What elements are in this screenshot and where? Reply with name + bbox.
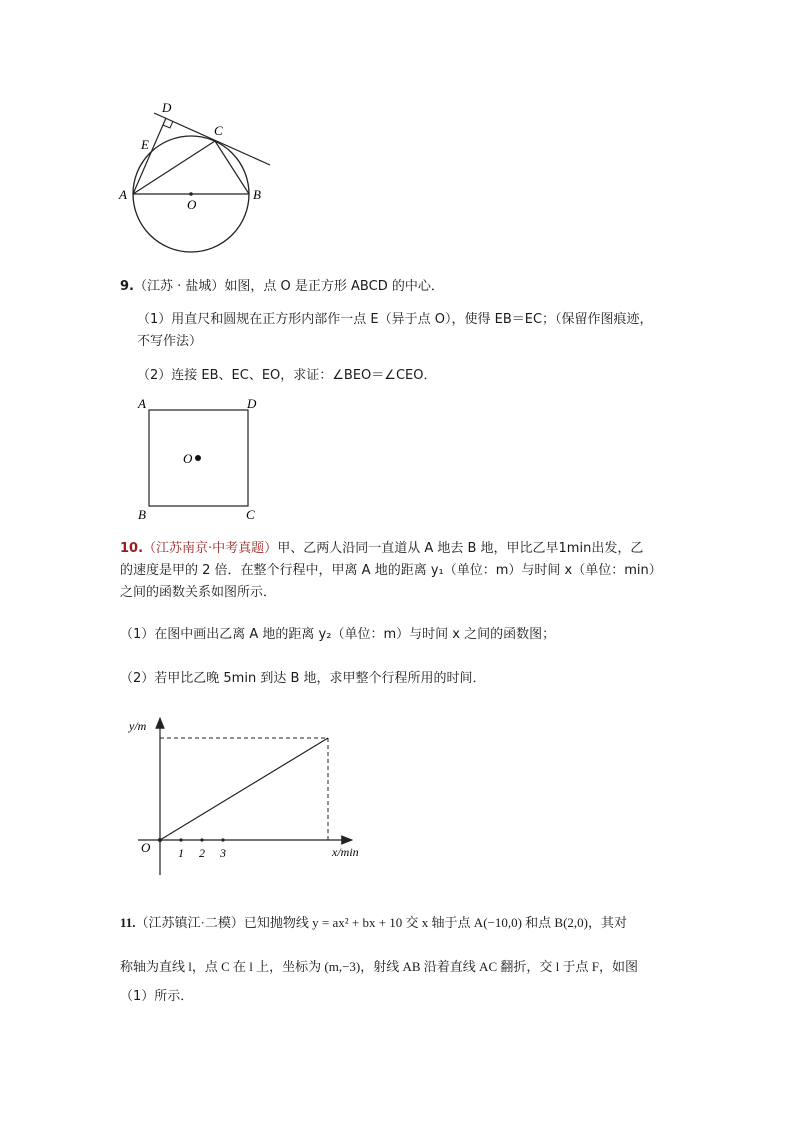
square-figure: [130, 394, 270, 528]
q9-stem-line: 9.（江苏 · 盐城）如图，点 O 是正方形 ABCD 的中心．: [120, 279, 444, 294]
center-dot: [189, 192, 193, 196]
x-tick-label: 1: [178, 846, 184, 860]
q9-part1-line1: （1）用直尺和圆规在正方形内部作一点 E（异于点 O），使得 EB＝EC；（保留作图痕迹，: [137, 312, 653, 327]
q11-line1-text: 已知抛物线 y = ax² + bx + 10 交 x 轴于点 A(−10,0) 和点 B(2,0)，其对: [243, 915, 628, 930]
label-o: O: [187, 197, 197, 212]
square-label-c: C: [246, 507, 255, 522]
q10-stem-line3: 之间的函数关系如图所示．: [120, 585, 277, 600]
origin-point: [158, 838, 162, 842]
q10-distance-time-chart: [120, 710, 380, 880]
label-b: B: [253, 187, 261, 202]
y-axis-label: y/m: [129, 719, 147, 733]
q10-part1: （1）在图中画出乙离 A 地的距离 y₂（单位：m）与时间 x 之间的函数图；: [120, 627, 556, 642]
center-point-o: [195, 455, 201, 461]
x-tick-mark: [179, 838, 182, 841]
x-tick-label: 3: [220, 846, 226, 860]
q11-number: 11: [120, 915, 133, 930]
square-label-b: B: [138, 507, 146, 522]
q9-part2: （2）连接 EB、EC、EO，求证：∠BEO＝∠CEO．: [137, 368, 437, 383]
label-e: E: [141, 137, 149, 152]
label-a: A: [119, 187, 127, 202]
q11-line2: 称轴为直线 l，点 C 在 l 上，坐标为 (m,−3)，射线 AB 沿着直线 AC 翻折，交 l 于点 F，如图: [120, 959, 638, 974]
segment-ad: [133, 118, 166, 194]
q9-number: 9: [120, 279, 130, 294]
square-label-a: A: [138, 396, 146, 411]
q10-stem-line1: 10.（江苏南京·中考真题）甲、乙两人沿同一直道从 A 地去 B 地，甲比乙早1min出发，乙: [120, 541, 644, 556]
q9-stem: 如图，点 O 是正方形 ABCD 的中心．: [224, 279, 444, 294]
circle-tangent-figure: [110, 95, 290, 265]
series-line-y1: [160, 738, 328, 840]
x-axis-label: x/min: [332, 845, 359, 859]
q10-stem-a: 甲、乙两人沿同一直道从 A 地去 B 地，甲比乙早1min出发，乙: [277, 541, 644, 556]
x-tick-label: 2: [199, 846, 205, 860]
origin-label: O: [141, 840, 151, 855]
q9-source: （江苏 · 盐城）: [134, 279, 225, 294]
q10-part2: （2）若甲比乙晚 5min 到达 B 地，求甲整个行程所用的时间．: [120, 671, 486, 686]
q11-source: （江苏镇江·二模）: [135, 915, 244, 930]
square-label-d: D: [247, 396, 257, 411]
label-d: D: [162, 100, 172, 115]
q11-line3: （1）所示．: [120, 989, 194, 1004]
q10-stem-line2: 的速度是甲的 2 倍．在整个行程中，甲离 A 地的距离 y₁（单位：m）与时间 x（单位：min）: [120, 563, 662, 578]
q10-number: 10: [120, 541, 139, 556]
q9-part1-line2: 不写作法）: [137, 334, 203, 349]
q10-source: （江苏南京·中考真题）: [143, 541, 278, 556]
x-tick-mark: [221, 838, 224, 841]
label-c: C: [214, 123, 223, 138]
x-tick-mark: [200, 838, 203, 841]
chord-cb: [215, 141, 249, 194]
q11-line1: 11.（江苏镇江·二模）已知抛物线 y = ax² + bx + 10 交 x 轴于点 A(−10,0) 和点 B(2,0)，其对: [120, 915, 628, 930]
square-label-o: O: [183, 451, 193, 466]
